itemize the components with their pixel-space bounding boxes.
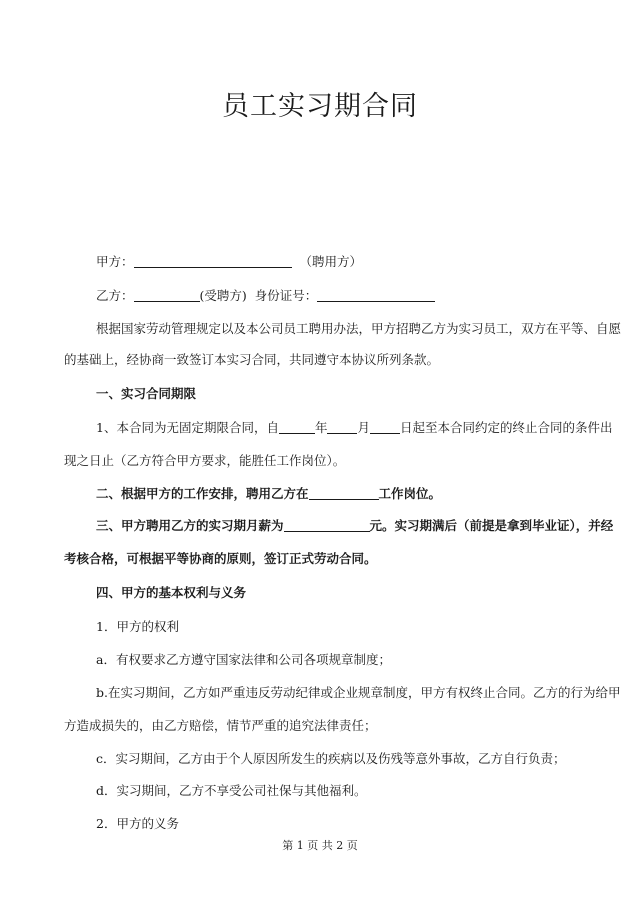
id-number-label: 身份证号： bbox=[254, 288, 318, 303]
party-a-label: 甲方： bbox=[96, 254, 134, 269]
section-1-para-line-1 bbox=[96, 418, 613, 438]
start-month-blank[interactable] bbox=[327, 419, 357, 434]
rights-item-b-line-1: b.在实习期间，乙方如严重违反劳动纪律或企业规章制度，甲方有权终止合同。乙方的行为给甲 bbox=[96, 685, 621, 700]
rights-item-a: a．有权要求乙方遵守国家法律和公司各项规章制度； bbox=[96, 652, 391, 667]
party-b-blank[interactable] bbox=[134, 287, 200, 302]
rights-item-d: d．实习期间，乙方不享受公司社保与其他福利。 bbox=[96, 783, 367, 798]
rights-title: 1．甲方的权利 bbox=[96, 619, 179, 634]
rights-item-c: c．实习期间，乙方由于个人原因所发生的疾病以及伤残等意外事故，乙方自行负责； bbox=[96, 751, 566, 766]
rights-item-b-line-2: 方造成损失的，由乙方赔偿，情节严重的追究法律责任； bbox=[64, 718, 377, 733]
section-1-para-line-2: 现之日止（乙方符合甲方要求，能胜任工作岗位）。 bbox=[64, 453, 346, 468]
page-number: 第 1 页 共 2 页 bbox=[282, 839, 358, 852]
section-2-text-a: 二、根据甲方的工作安排，聘用乙方在 bbox=[96, 486, 309, 501]
party-a-line bbox=[96, 252, 566, 272]
position-blank[interactable] bbox=[309, 485, 379, 500]
section-2-text-b: 工作岗位。 bbox=[378, 486, 442, 501]
start-year-blank[interactable] bbox=[279, 419, 315, 434]
section-3-line-1 bbox=[96, 516, 614, 536]
party-b-label: 乙方： bbox=[96, 288, 134, 303]
id-number-blank[interactable] bbox=[317, 287, 435, 302]
section-3-text-a: 三、甲方聘用乙方的实习期月薪为 bbox=[96, 518, 284, 533]
section-3-text-b: 元。实习期满后（前提是拿到毕业证），并经 bbox=[369, 518, 614, 533]
term-text-b: 日起至本合同约定的终止合同的条件出 bbox=[400, 420, 613, 435]
section-1-heading: 一、实习合同期限 bbox=[96, 386, 197, 401]
intro-line-2: 的基础上，经协商一致签订本实习合同，共同遵守本协议所列条款。 bbox=[64, 352, 440, 367]
party-a-role: （聘用方） bbox=[299, 254, 362, 269]
salary-blank[interactable] bbox=[284, 517, 370, 532]
party-a-blank[interactable] bbox=[134, 253, 292, 268]
start-day-blank[interactable] bbox=[370, 419, 400, 434]
year-label: 年 bbox=[314, 420, 328, 435]
term-text-a: 1、本合同为无固定期限合同，自 bbox=[96, 420, 279, 435]
duties-title: 2．甲方的义务 bbox=[96, 816, 179, 831]
section-2-line bbox=[96, 484, 566, 504]
intro-line-1: 根据国家劳动管理规定以及本公司员工聘用办法，甲方招聘乙方为实习员工，双方在平等、自愿 bbox=[96, 321, 622, 336]
month-label: 月 bbox=[357, 420, 370, 435]
party-b-line bbox=[96, 286, 566, 306]
party-b-role: (受聘方) bbox=[199, 288, 247, 303]
section-4-heading: 四、甲方的基本权利与义务 bbox=[96, 585, 247, 600]
section-3-line-2: 考核合格，可根据平等协商的原则，签订正式劳动合同。 bbox=[64, 551, 377, 566]
document-title: 员工实习期合同 bbox=[222, 91, 418, 122]
